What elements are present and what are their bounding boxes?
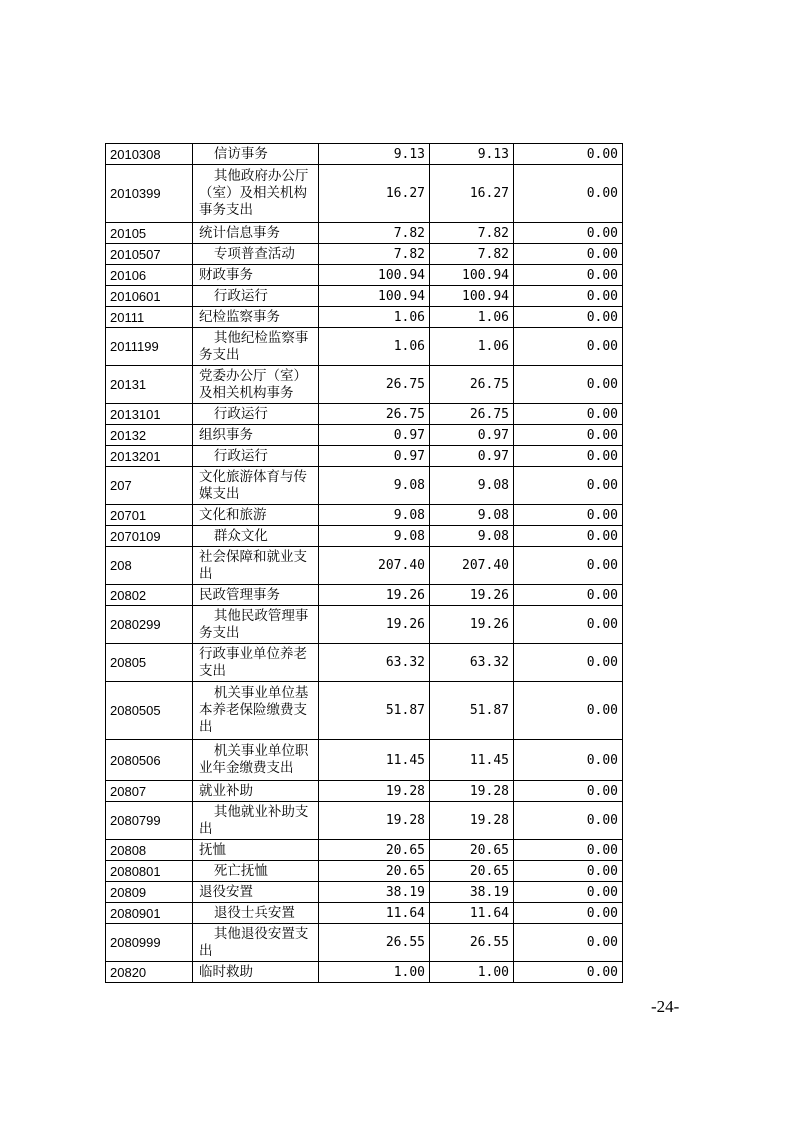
amount-cell: 16.27 — [430, 165, 514, 223]
expenditure-table — [105, 143, 623, 983]
table-row — [106, 286, 623, 307]
table-row — [106, 644, 623, 682]
amount-cell: 9.08 — [430, 467, 514, 505]
amount-cell: 0.00 — [514, 861, 623, 882]
amount-cell: 0.00 — [514, 740, 623, 781]
amount-cell: 7.82 — [319, 223, 430, 244]
table-row — [106, 366, 623, 404]
table-row — [106, 404, 623, 425]
amount-cell: 63.32 — [430, 644, 514, 682]
subject-code-cell: 20808 — [106, 840, 193, 861]
amount-cell: 51.87 — [430, 682, 514, 740]
amount-cell: 1.06 — [319, 307, 430, 328]
amount-cell: 11.45 — [430, 740, 514, 781]
table-row — [106, 861, 623, 882]
subject-name-cell: 机关事业单位基本养老保险缴费支出 — [193, 682, 319, 740]
amount-cell: 7.82 — [430, 223, 514, 244]
amount-cell: 1.06 — [430, 307, 514, 328]
subject-name-cell: 文化旅游体育与传媒支出 — [193, 467, 319, 505]
amount-cell: 0.00 — [514, 547, 623, 585]
subject-code-cell: 20132 — [106, 425, 193, 446]
subject-code-cell: 2013101 — [106, 404, 193, 425]
subject-name-cell: 机关事业单位职业年金缴费支出 — [193, 740, 319, 781]
subject-code-cell: 2010507 — [106, 244, 193, 265]
table-row — [106, 526, 623, 547]
amount-cell: 26.75 — [430, 404, 514, 425]
amount-cell: 20.65 — [430, 861, 514, 882]
subject-code-cell: 2011199 — [106, 328, 193, 366]
amount-cell: 0.00 — [514, 425, 623, 446]
amount-cell: 7.82 — [430, 244, 514, 265]
page-number: -24- — [651, 997, 680, 1016]
amount-cell: 19.26 — [319, 585, 430, 606]
table-row — [106, 467, 623, 505]
amount-cell: 207.40 — [319, 547, 430, 585]
table-row — [106, 606, 623, 644]
amount-cell: 0.00 — [514, 606, 623, 644]
table-row — [106, 165, 623, 223]
amount-cell: 9.08 — [319, 505, 430, 526]
amount-cell: 1.06 — [430, 328, 514, 366]
subject-name-cell: 组织事务 — [193, 425, 319, 446]
amount-cell: 0.00 — [514, 962, 623, 983]
amount-cell: 0.00 — [514, 404, 623, 425]
amount-cell: 19.28 — [430, 802, 514, 840]
amount-cell: 0.00 — [514, 144, 623, 165]
subject-name-cell: 就业补助 — [193, 781, 319, 802]
amount-cell: 63.32 — [319, 644, 430, 682]
subject-name-cell: 民政管理事务 — [193, 585, 319, 606]
amount-cell: 0.00 — [514, 467, 623, 505]
subject-code-cell: 2010308 — [106, 144, 193, 165]
subject-code-cell: 20809 — [106, 882, 193, 903]
expenditure-table-body — [106, 144, 623, 983]
subject-name-cell: 其他民政管理事务支出 — [193, 606, 319, 644]
amount-cell: 19.28 — [319, 802, 430, 840]
subject-name-cell: 其他退役安置支出 — [193, 924, 319, 962]
subject-name-cell: 行政运行 — [193, 404, 319, 425]
amount-cell: 0.00 — [514, 924, 623, 962]
amount-cell: 0.00 — [514, 781, 623, 802]
subject-code-cell: 20807 — [106, 781, 193, 802]
amount-cell: 11.64 — [430, 903, 514, 924]
amount-cell: 26.75 — [430, 366, 514, 404]
amount-cell: 19.26 — [319, 606, 430, 644]
subject-name-cell: 专项普查活动 — [193, 244, 319, 265]
subject-code-cell: 2070109 — [106, 526, 193, 547]
subject-name-cell: 其他政府办公厅（室）及相关机构事务支出 — [193, 165, 319, 223]
amount-cell: 1.00 — [430, 962, 514, 983]
amount-cell: 9.08 — [430, 505, 514, 526]
subject-name-cell: 其他就业补助支出 — [193, 802, 319, 840]
amount-cell: 0.97 — [319, 446, 430, 467]
subject-code-cell: 2080299 — [106, 606, 193, 644]
subject-code-cell: 2080801 — [106, 861, 193, 882]
amount-cell: 20.65 — [319, 861, 430, 882]
amount-cell: 26.55 — [319, 924, 430, 962]
subject-name-cell: 行政运行 — [193, 446, 319, 467]
amount-cell: 0.00 — [514, 840, 623, 861]
amount-cell: 0.00 — [514, 165, 623, 223]
amount-cell: 0.97 — [319, 425, 430, 446]
amount-cell: 0.00 — [514, 526, 623, 547]
subject-code-cell: 20131 — [106, 366, 193, 404]
amount-cell: 0.00 — [514, 286, 623, 307]
table-row — [106, 425, 623, 446]
table-row — [106, 781, 623, 802]
table-row — [106, 547, 623, 585]
subject-code-cell: 20106 — [106, 265, 193, 286]
amount-cell: 26.75 — [319, 404, 430, 425]
amount-cell: 0.00 — [514, 446, 623, 467]
subject-name-cell: 社会保障和就业支出 — [193, 547, 319, 585]
amount-cell: 19.28 — [430, 781, 514, 802]
amount-cell: 19.28 — [319, 781, 430, 802]
amount-cell: 38.19 — [319, 882, 430, 903]
table-row — [106, 446, 623, 467]
amount-cell: 100.94 — [430, 265, 514, 286]
amount-cell: 0.00 — [514, 505, 623, 526]
amount-cell: 1.00 — [319, 962, 430, 983]
amount-cell: 7.82 — [319, 244, 430, 265]
subject-code-cell: 207 — [106, 467, 193, 505]
table-row — [106, 328, 623, 366]
amount-cell: 11.45 — [319, 740, 430, 781]
subject-code-cell: 20701 — [106, 505, 193, 526]
amount-cell: 0.00 — [514, 903, 623, 924]
amount-cell: 20.65 — [319, 840, 430, 861]
amount-cell: 0.97 — [430, 446, 514, 467]
amount-cell: 0.00 — [514, 223, 623, 244]
amount-cell: 0.00 — [514, 682, 623, 740]
subject-name-cell: 统计信息事务 — [193, 223, 319, 244]
amount-cell: 0.97 — [430, 425, 514, 446]
subject-name-cell: 其他纪检监察事务支出 — [193, 328, 319, 366]
subject-name-cell: 退役士兵安置 — [193, 903, 319, 924]
amount-cell: 207.40 — [430, 547, 514, 585]
table-row — [106, 882, 623, 903]
amount-cell: 0.00 — [514, 265, 623, 286]
amount-cell: 100.94 — [319, 265, 430, 286]
subject-code-cell: 20105 — [106, 223, 193, 244]
table-row — [106, 924, 623, 962]
subject-code-cell: 2080901 — [106, 903, 193, 924]
subject-code-cell: 2080506 — [106, 740, 193, 781]
subject-code-cell: 2080999 — [106, 924, 193, 962]
subject-code-cell: 20111 — [106, 307, 193, 328]
subject-name-cell: 财政事务 — [193, 265, 319, 286]
amount-cell: 0.00 — [514, 802, 623, 840]
amount-cell: 100.94 — [319, 286, 430, 307]
subject-code-cell: 2013201 — [106, 446, 193, 467]
amount-cell: 9.08 — [319, 467, 430, 505]
subject-code-cell: 2080799 — [106, 802, 193, 840]
table-row — [106, 244, 623, 265]
subject-name-cell: 行政运行 — [193, 286, 319, 307]
table-row — [106, 307, 623, 328]
amount-cell: 100.94 — [430, 286, 514, 307]
amount-cell: 26.55 — [430, 924, 514, 962]
amount-cell: 51.87 — [319, 682, 430, 740]
amount-cell: 0.00 — [514, 307, 623, 328]
table-row — [106, 223, 623, 244]
amount-cell: 1.06 — [319, 328, 430, 366]
amount-cell: 0.00 — [514, 244, 623, 265]
subject-name-cell: 纪检监察事务 — [193, 307, 319, 328]
subject-name-cell: 临时救助 — [193, 962, 319, 983]
table-row — [106, 962, 623, 983]
amount-cell: 38.19 — [430, 882, 514, 903]
table-row — [106, 144, 623, 165]
amount-cell: 9.13 — [430, 144, 514, 165]
amount-cell: 0.00 — [514, 366, 623, 404]
amount-cell: 19.26 — [430, 606, 514, 644]
amount-cell: 0.00 — [514, 882, 623, 903]
amount-cell: 9.13 — [319, 144, 430, 165]
subject-name-cell: 信访事务 — [193, 144, 319, 165]
amount-cell: 11.64 — [319, 903, 430, 924]
amount-cell: 9.08 — [430, 526, 514, 547]
amount-cell: 26.75 — [319, 366, 430, 404]
table-row — [106, 903, 623, 924]
subject-name-cell: 群众文化 — [193, 526, 319, 547]
subject-name-cell: 退役安置 — [193, 882, 319, 903]
subject-code-cell: 2010399 — [106, 165, 193, 223]
table-row — [106, 840, 623, 861]
table-row — [106, 682, 623, 740]
table-row — [106, 740, 623, 781]
subject-code-cell: 20802 — [106, 585, 193, 606]
subject-code-cell: 20820 — [106, 962, 193, 983]
amount-cell: 16.27 — [319, 165, 430, 223]
subject-code-cell: 2080505 — [106, 682, 193, 740]
amount-cell: 19.26 — [430, 585, 514, 606]
subject-name-cell: 死亡抚恤 — [193, 861, 319, 882]
subject-code-cell: 20805 — [106, 644, 193, 682]
amount-cell: 0.00 — [514, 328, 623, 366]
subject-code-cell: 208 — [106, 547, 193, 585]
table-row — [106, 802, 623, 840]
table-row — [106, 585, 623, 606]
subject-name-cell: 党委办公厅（室）及相关机构事务 — [193, 366, 319, 404]
amount-cell: 0.00 — [514, 644, 623, 682]
subject-name-cell: 行政事业单位养老支出 — [193, 644, 319, 682]
subject-name-cell: 文化和旅游 — [193, 505, 319, 526]
table-row — [106, 505, 623, 526]
subject-code-cell: 2010601 — [106, 286, 193, 307]
amount-cell: 20.65 — [430, 840, 514, 861]
amount-cell: 0.00 — [514, 585, 623, 606]
amount-cell: 9.08 — [319, 526, 430, 547]
subject-name-cell: 抚恤 — [193, 840, 319, 861]
table-row — [106, 265, 623, 286]
